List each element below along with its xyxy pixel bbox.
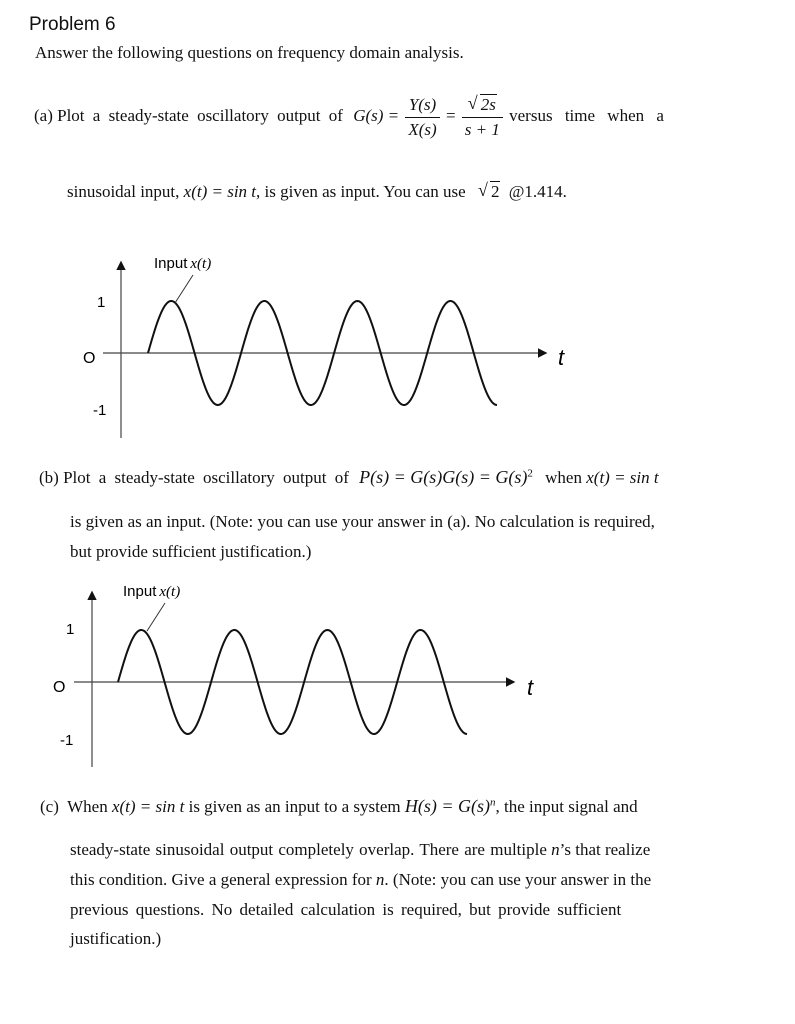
frac2-denominator: s + 1 (464, 119, 500, 139)
part-c-line5: justification.) (70, 929, 162, 948)
plot-a-tick-neg1: -1 (93, 402, 107, 419)
part-a-label: (a) (34, 106, 53, 125)
frac2-numerator: √ 2s (462, 93, 503, 118)
part-c-text1b: , the input signal and (495, 797, 638, 816)
part-c-line3-a: this condition. Give a general expression for (70, 870, 372, 889)
plot-a-input-label: Input x(t) (154, 255, 212, 272)
part-c-line3-b: . (Note: you can use your answer in the (384, 870, 652, 889)
part-c-H-eq: H(s) = G(s) (404, 796, 490, 816)
part-b-exp: 2 (527, 467, 533, 480)
part-a-G: G(s) = (353, 106, 400, 125)
part-c-line1 (40, 796, 638, 817)
problem-title: Problem 6 (29, 14, 116, 35)
part-c-line2 (70, 840, 650, 860)
part-a-approx: @1.414. (508, 182, 567, 201)
part-b-x-eq: x(t) = sin t (586, 468, 659, 487)
plot-b-label-leader (147, 603, 165, 631)
part-a-line1 (34, 88, 664, 144)
plot-a-label-leader (175, 275, 193, 303)
part-c-exp: n (490, 796, 496, 809)
plot-a-tick-1: 1 (97, 294, 106, 311)
part-c-line3-n: n (375, 870, 385, 889)
part-c-line4: previous questions. No detailed calculation is required, but provide sufficient (70, 900, 622, 919)
plot-b (0, 575, 795, 775)
part-a-frac2 (462, 93, 503, 142)
plot-a (0, 245, 795, 445)
part-c-label: (c) (40, 797, 59, 816)
part-a-eq: = (445, 106, 456, 125)
plot-b-tick-neg1: -1 (60, 732, 74, 749)
part-b-label: (b) (39, 468, 59, 487)
plot-a-origin-label: O (83, 350, 96, 367)
frac1-denominator: X(s) (408, 119, 437, 139)
part-c-line2-end: ’s that realize (559, 840, 651, 859)
part-c-line3 (70, 870, 651, 890)
part-a-line2 (67, 182, 567, 202)
part-a-x-eq: x(t) = sin t (183, 182, 257, 201)
plot-b-tick-1: 1 (66, 621, 75, 638)
plot-b-input-label: Input x(t) (123, 583, 181, 600)
part-a-sqrt: √ 2 (477, 180, 500, 201)
part-b-line2: is given as an input. (Note: you can use your answer in (a). No calculation is required, (70, 512, 655, 531)
part-c-line2-text: steady-state sinusoidal output completely overlap. There are multiple (70, 840, 547, 859)
part-c-x-eq: x(t) = sin t (111, 797, 185, 816)
part-c-line2-n: n (551, 840, 560, 859)
frac1-numerator: Y(s) (405, 93, 439, 118)
part-b-line3: but provide sufficient justification.) (70, 542, 312, 561)
plot-b-origin-label: O (53, 679, 66, 696)
part-c-text1: is given as an input to a system (188, 797, 401, 816)
part-b-line1 (39, 467, 659, 488)
plot-a-t-label: t (558, 345, 565, 370)
part-a-line2-mid: , is given as input. You can use (256, 182, 466, 201)
part-a-text2: versus time when a (509, 106, 664, 125)
part-a-frac1 (405, 93, 439, 142)
part-a-text1: Plot a steady-state oscillatory output of (57, 106, 343, 125)
part-c-when: When (67, 797, 108, 816)
part-b-text1: Plot a steady-state oscillatory output of (63, 468, 349, 487)
sqrt-icon: √ (467, 92, 478, 113)
part-a-line2-pre: sinusoidal input, (67, 182, 180, 201)
sqrt-icon: √ (477, 180, 488, 200)
part-b-equation: P(s) = G(s)G(s) = G(s) (359, 467, 528, 487)
part-b-when: when (545, 468, 582, 487)
problem-intro: Answer the following questions on frequency domain analysis. (35, 43, 464, 62)
plot-b-t-label: t (527, 675, 534, 700)
